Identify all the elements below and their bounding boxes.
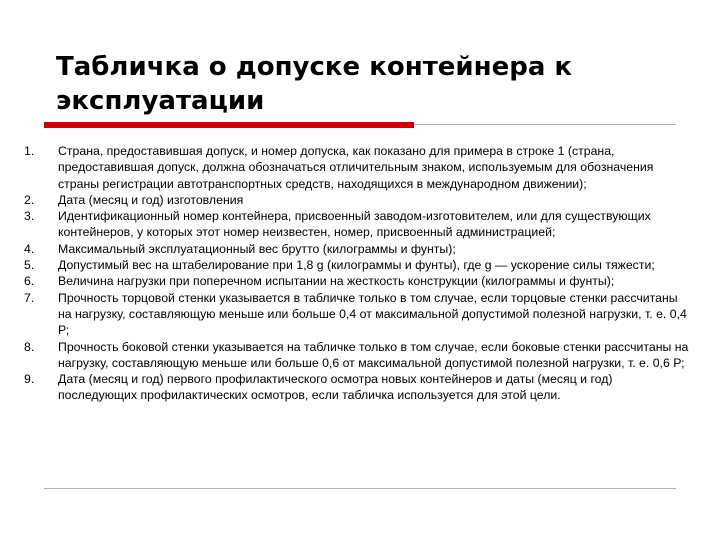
numbered-list (24, 143, 692, 404)
item-number: 3. (24, 209, 35, 224)
item-number: 5. (24, 258, 35, 273)
list-item (24, 339, 692, 372)
list-item (24, 241, 692, 257)
item-number: 6. (24, 274, 35, 289)
list-item (24, 273, 692, 289)
list-item (24, 290, 692, 339)
item-number: 8. (24, 339, 35, 354)
item-number: 2. (24, 192, 35, 207)
item-text: Величина нагрузки при поперечном испытании на жесткость конструкции (килограммы и фунты); (58, 274, 615, 289)
bottom-divider (44, 488, 676, 489)
item-number: 4. (24, 241, 35, 256)
item-text: Дата (месяц и год) первого профилактического осмотра новых контейнеров и даты (месяц и год) последующих профилактических осмотров, если табличка используется для этой цели. (58, 372, 613, 403)
list-item (24, 371, 692, 404)
item-number: 1. (24, 144, 35, 158)
item-number: 9. (24, 372, 35, 387)
item-text: Прочность торцовой стенки указывается в табличке только в том случае, если торцовые стенки рассчитаны на нагрузку, составляющую меньше или больше 0,4 от максимальной допустимой полезной нагрузки, т. е. 0,4 Р; (58, 290, 687, 338)
item-text: Дата (месяц и год) изготовления (58, 192, 244, 207)
list-item (24, 192, 692, 208)
list-item (24, 143, 692, 192)
title-accent-bar (44, 122, 414, 128)
item-text: Допустимый вес на штабелирование при 1,8 g (килограммы и фунты), где g — ускорение силы тяжести; (58, 258, 655, 273)
item-text: Прочность боковой стенки указывается на табличке только в том случае, если боковые стенки рассчитаны на нагрузку, составляющую меньше или больше 0,6 от максимальной допустимой полезной нагрузки, т. е. 0,6 Р; (58, 339, 689, 370)
item-number: 7. (24, 290, 35, 305)
item-text: Идентификационный номер контейнера, присвоенный заводом-изготовителем, или для существующих контейнеров, у которых этот номер неизвестен, номер, присвоенный администрацией; (58, 209, 651, 240)
item-text: Страна, предоставившая допуск, и номер допуска, как показано для примера в строке 1 (страна, предоставившая допуск, должна обозначаться отличительным знаком, используемым для обозначения страны регистрации автотранспортных средств, находящихся в международном движении); (58, 144, 654, 191)
slide-title: Табличка о допуске контейнера к эксплуатации (56, 52, 573, 116)
item-text: Максимальный эксплуатационный вес брутто (килограммы и фунты); (58, 241, 456, 256)
list-item (24, 257, 692, 273)
list-item (24, 208, 692, 241)
